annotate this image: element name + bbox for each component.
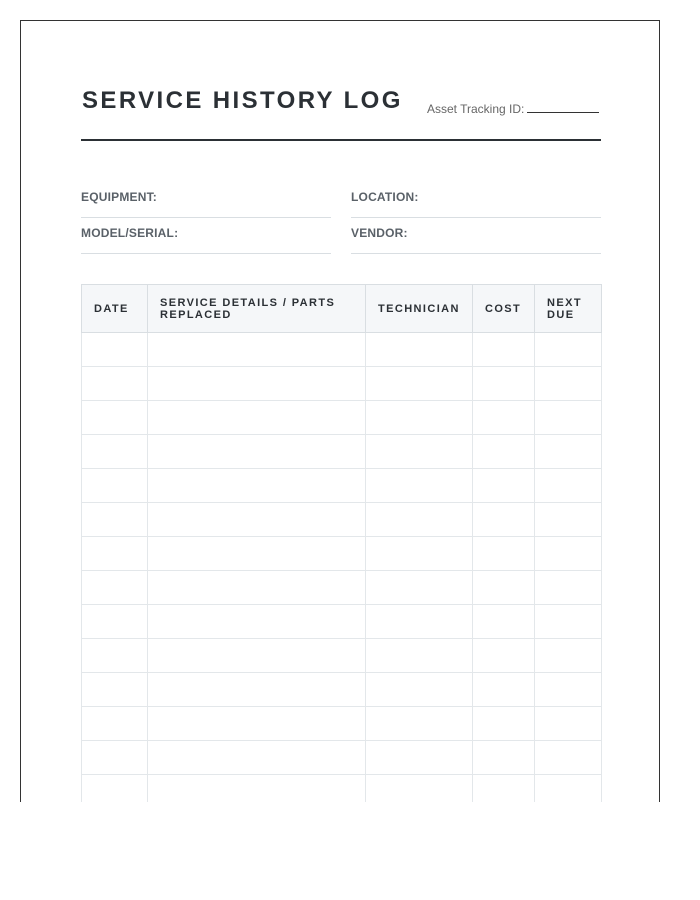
cell-next-due[interactable] — [535, 673, 602, 707]
cell-cost[interactable] — [473, 673, 535, 707]
table-row — [82, 469, 602, 503]
cell-technician[interactable] — [366, 775, 473, 803]
cell-cost[interactable] — [473, 537, 535, 571]
table-row — [82, 401, 602, 435]
cell-cost[interactable] — [473, 605, 535, 639]
cell-date[interactable] — [82, 503, 148, 537]
cell-date[interactable] — [82, 469, 148, 503]
cell-service-details[interactable] — [148, 469, 366, 503]
cell-date[interactable] — [82, 639, 148, 673]
cell-service-details[interactable] — [148, 605, 366, 639]
cell-technician[interactable] — [366, 367, 473, 401]
cell-service-details[interactable] — [148, 639, 366, 673]
cell-service-details[interactable] — [148, 707, 366, 741]
cell-service-details[interactable] — [148, 401, 366, 435]
cell-next-due[interactable] — [535, 503, 602, 537]
table-row — [82, 741, 602, 775]
column-header-cost: COST — [473, 285, 535, 333]
cell-service-details[interactable] — [148, 673, 366, 707]
cell-cost[interactable] — [473, 741, 535, 775]
cell-technician[interactable] — [366, 605, 473, 639]
cell-date[interactable] — [82, 775, 148, 803]
cell-technician[interactable] — [366, 333, 473, 367]
cell-cost[interactable] — [473, 469, 535, 503]
cell-technician[interactable] — [366, 435, 473, 469]
cell-technician[interactable] — [366, 503, 473, 537]
cell-service-details[interactable] — [148, 367, 366, 401]
model-serial-field[interactable] — [81, 224, 331, 254]
cell-date[interactable] — [82, 673, 148, 707]
table-row — [82, 435, 602, 469]
cell-date[interactable] — [82, 707, 148, 741]
cell-date[interactable] — [82, 605, 148, 639]
table-row — [82, 367, 602, 401]
equipment-field[interactable] — [81, 188, 331, 218]
table-row — [82, 775, 602, 803]
cell-cost[interactable] — [473, 503, 535, 537]
cell-service-details[interactable] — [148, 741, 366, 775]
cell-service-details[interactable] — [148, 435, 366, 469]
cell-technician[interactable] — [366, 537, 473, 571]
cell-service-details[interactable] — [148, 775, 366, 803]
cell-cost[interactable] — [473, 333, 535, 367]
table-row — [82, 571, 602, 605]
cell-next-due[interactable] — [535, 333, 602, 367]
table-header-row — [82, 285, 602, 333]
table-body — [82, 333, 602, 803]
cell-technician[interactable] — [366, 707, 473, 741]
cell-next-due[interactable] — [535, 435, 602, 469]
cell-next-due[interactable] — [535, 741, 602, 775]
asset-tracking-blank[interactable] — [527, 111, 599, 113]
cell-next-due[interactable] — [535, 605, 602, 639]
cell-technician[interactable] — [366, 571, 473, 605]
table-row — [82, 707, 602, 741]
cell-date[interactable] — [82, 367, 148, 401]
table-row — [82, 503, 602, 537]
model-serial-label: MODEL/SERIAL: — [81, 226, 179, 240]
title-divider — [81, 139, 601, 141]
cell-technician[interactable] — [366, 639, 473, 673]
vendor-field[interactable] — [351, 224, 601, 254]
service-log-table — [81, 284, 602, 802]
cell-cost[interactable] — [473, 775, 535, 803]
cell-cost[interactable] — [473, 639, 535, 673]
cell-service-details[interactable] — [148, 503, 366, 537]
cell-technician[interactable] — [366, 469, 473, 503]
asset-tracking-id — [427, 102, 599, 116]
cell-next-due[interactable] — [535, 707, 602, 741]
cell-cost[interactable] — [473, 401, 535, 435]
table-row — [82, 333, 602, 367]
column-header-service-details: SERVICE DETAILS / PARTS REPLACED — [148, 285, 366, 333]
cell-next-due[interactable] — [535, 639, 602, 673]
cell-service-details[interactable] — [148, 537, 366, 571]
cell-next-due[interactable] — [535, 775, 602, 803]
cell-next-due[interactable] — [535, 367, 602, 401]
cell-cost[interactable] — [473, 367, 535, 401]
location-label: LOCATION: — [351, 190, 419, 204]
cell-service-details[interactable] — [148, 333, 366, 367]
cell-cost[interactable] — [473, 707, 535, 741]
vendor-label: VENDOR: — [351, 226, 408, 240]
cell-date[interactable] — [82, 741, 148, 775]
cell-cost[interactable] — [473, 571, 535, 605]
cell-next-due[interactable] — [535, 401, 602, 435]
service-log-page — [20, 20, 660, 802]
table-row — [82, 537, 602, 571]
location-field[interactable] — [351, 188, 601, 218]
cell-date[interactable] — [82, 401, 148, 435]
cell-next-due[interactable] — [535, 537, 602, 571]
table-row — [82, 639, 602, 673]
cell-date[interactable] — [82, 537, 148, 571]
column-header-technician: TECHNICIAN — [366, 285, 473, 333]
table-row — [82, 605, 602, 639]
page-title: SERVICE HISTORY LOG — [82, 87, 403, 114]
asset-tracking-label: Asset Tracking ID: — [427, 102, 525, 116]
column-header-next-due: NEXT DUE — [535, 285, 602, 333]
cell-technician[interactable] — [366, 673, 473, 707]
cell-cost[interactable] — [473, 435, 535, 469]
equipment-label: EQUIPMENT: — [81, 190, 158, 204]
cell-next-due[interactable] — [535, 469, 602, 503]
column-header-date: DATE — [82, 285, 148, 333]
cell-date[interactable] — [82, 435, 148, 469]
cell-technician[interactable] — [366, 401, 473, 435]
cell-service-details[interactable] — [148, 571, 366, 605]
cell-date[interactable] — [82, 333, 148, 367]
cell-next-due[interactable] — [535, 571, 602, 605]
cell-date[interactable] — [82, 571, 148, 605]
cell-technician[interactable] — [366, 741, 473, 775]
table-row — [82, 673, 602, 707]
